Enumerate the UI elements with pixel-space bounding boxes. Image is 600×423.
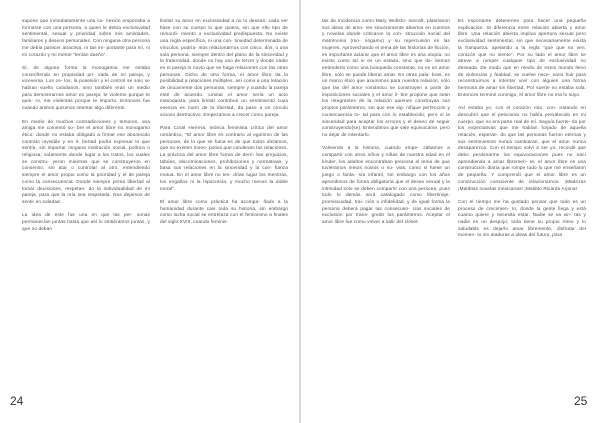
paragraph: Con el tiempo me ha gustado pensar que todo es un proceso de crecimien- to, donde la gente llega y está cuanto quiere y necesita estar. Nadie se va sin- tas y nadie es un despojo; toda tiene su propio ritmo y lo saludable es dejarlo amar libremente, disfrutar del momen- to sin ataduras a ideas del futuro, para xyxy=(458,198,586,238)
paragraph: tas de incidencia como Mary Wollsto- necraft, plasmaron sus ideas de amo- res sinceramente abiertos en cuentos y novelas donde criticaron la con- strucción social del matrimonio (mo- nógamo) y su repercusión en las mujeres. Aprovechando el tema de las historias de ficción, es importante aclarar que el amor libre es una utopía: no existe como tal ni es un estado, sino que de- bemos entenderlo como una búsqueda constante, no es un amor libre, sólo se puede liberar amar. En otras pala- bras, es un marco ético que asumimos para nuestra relación, sólo que las del amor romántico se construyen a partir de imposiciones sociales y el amor li- bre propone que sean los integrantes de la relación quienes construyan sus propios parámetros, sin que ese sig- nifique perfección y consecuencia to- tal para con lo establecido; pero sí la sinceridad para aceptar los errores y el deseo de seguir construyendo(se). Entendimos que vale equivocarse, pero no dejar de intentarlo. xyxy=(322,18,450,137)
left-column-2 xyxy=(160,18,288,354)
paragraph: Sí, de alguna forma la monogamia me estaba constriñendo en propiedad pri- vada de mi pareja, y viceversa. Los ce- los, la posesión y el control se solo se habían vuelto cotidianos, sino también eran un medio para demostrarnos amor en pareja: te violento porque te quie- ro, me violentas porque te importo. Entonces fue cuando ambos quisimos intentar algo diferente. xyxy=(22,64,150,111)
paragraph: limitar su amor en exclusividad a no lo desean: cada ser base con su cuerpo lo que quiera, sin que ello tipo de remordi- miento o exclusividad predispuesta. No existe una regla específica, ni una con- tinuidad determinada de vínculos, podría- mos relacionarnos con cinco, dos, o una sola persona, siempre dentro del plano de la sinceridad y la fraternidad, donde no hay uso de tercer y donde nadie es ni pareja ni novio que se haga relaciones con las otras personas. Dicho de otra forma, el amor libre da la posibilidad a relaciones múltiples, así como a una relación de únicamente dos personas, siempre y cuando la pareja esté de acuerdo. Limitar el amor sería un acto masoquista, para limitar contribuir un sentimiento cuya esencia es nutrir de la libertad, da paso a un círculo vicioso destructivo. Empezamos a crecer como pareja. xyxy=(160,18,288,117)
paragraph: Volviendo a la historia, cuando empe- zábamos a compartir con otros niños y niñas de nuestra edad en el kínder, los adultos encontraban preciosa el tema de que tuviéramos nietos novios o no- vias, como si fuese un juego o fanta- sía infantil, sin embargo con los años aprendimos de forma obligatoria que el deseo sexual y la intimidad solo se deben compartir con una persona, pues todo lo demás será catalogado como libertinaje, promiscuidad, trai- ción o infidelidad, y de igual forma la persona deberá pagar las consecuen- cias sociales de exclusión por trans- gredir los parámetros. Aceptar el amor libre fue como volver a salir del clóset. xyxy=(322,145,450,225)
paragraph: En medio de muchos contradicciones y temores, una amiga me comentó so- bre el amor libre no monogamo ético: donde no estaba obligado a firmar ese abonecido contrato invisible y en li- bertad podía expresar lo que sentía, sin importar ninguna institución social, política o religiosa; solamente donde lugar a los tratos, los cuales se constru- yeron mientras que se construyeron en consenso, sin atar o controlar al otro, entendiendo siempre el amor propio como la prioridad y el de pareja como la consecuencia. Donde siempre prima libertad al tomar decisiones, respetan- do la individualidad de mi pareja, para que la mía sea respetada. Nos dejamos de sentir en soledad. xyxy=(22,118,150,204)
paragraph: La idea de este fue una en que las per- sonas permanecían juntas hasta que así lo sintiéramos juntas, y que no deban xyxy=(22,212,150,231)
paragraph: Para Coral Herrera, teórica feminista crítica del amor romántico, "El amor libre es contrario al egoísmo de las personas, de lo que se fuma es de que todos dictamos, que no existen mono- polios que condenan las relaciones. La práctica del amor libre forma de derri- bar prejuicios, tabúes, discriminaciones, prohibiciones y normativas, y basa sus relaciones en la sinceridad y la con- fianza mutua. En el amor libre no ten- drían lugar los mentiras, los engaños ni la hipocresía, y mucho menos la doble moral". xyxy=(160,125,288,191)
page-number-right: 25 xyxy=(574,394,588,408)
paragraph: Es importante detenerme para hacer una pequeña explicación. Si diferencia entre relación abierta y amor libre. Una relación abierta implica apertura sexual pero exclusividad sentimental, sin que necesariamente exista la franqueza, apelando a la regla "que que no ven, corazón que no siente". Por su lado el amor libre se atreve a romper cualquier tipo de exclusividad no deseada. De modo que en medio de estos mundo lleno de violencias y fealdad, se vuelve nece- sario huir para reconstruirnos a intentar vivir con alguien una forma hermosa de amar sin libertad. Por suerte no estaba sola. Entonces terminé conmigo, el amor libre no era lo suyo. xyxy=(458,18,586,97)
paragraph: supone que inmediatamente una co- nexión empezaba a formarse con una persona, a quien le debía exclusividad sentimental, sexual y prioridad sobre mis amistades, familiares y deseos personales. Con ninguna otra persona me debía parecer atractiva, ni tan im- portante para mí, ni mi corazón y mi mente "tenían dueño". xyxy=(22,18,150,57)
right-column-2 xyxy=(458,18,586,354)
paragraph: Así estaba yo, con el corazón roto, con- tratando en descubrir que el peticionar no había prevalecido en mi cuerpo, que no era parte real de mí. Seguía fuerte- do por los expectativas que me habían forjado de aquella relación, esperán- do que las personas fueron eternas y sus sentimientos nunca cambiaran, que el amor nunca desaparezca. Con el tiempo volví a ser yo, recordé que debo perdonarme los equivocaciones pues no nací aprendiendo a amar libremen- te, el amor libre es una construcción diaria que rompe todo lo que me enseñaron de pequeña. Y comprendí que el amor libre es un construcción consciente de relacionarnos. ¡Madrizas ¡Malditas novelas mexicanas! ¡Maldito Ricardo Arjona! xyxy=(458,105,586,191)
left-column-1 xyxy=(22,18,150,354)
paragraph: El amor libre como práctica ha acompa- ñado a la humanidad durante casi toda su historia, sin embargo como lucha social se entrelaza con el feminismo a finales del siglo XVIII, cuando feminis- xyxy=(160,198,288,225)
left-page xyxy=(0,0,299,423)
page-number-left: 24 xyxy=(10,394,24,408)
right-column-1 xyxy=(322,18,450,354)
